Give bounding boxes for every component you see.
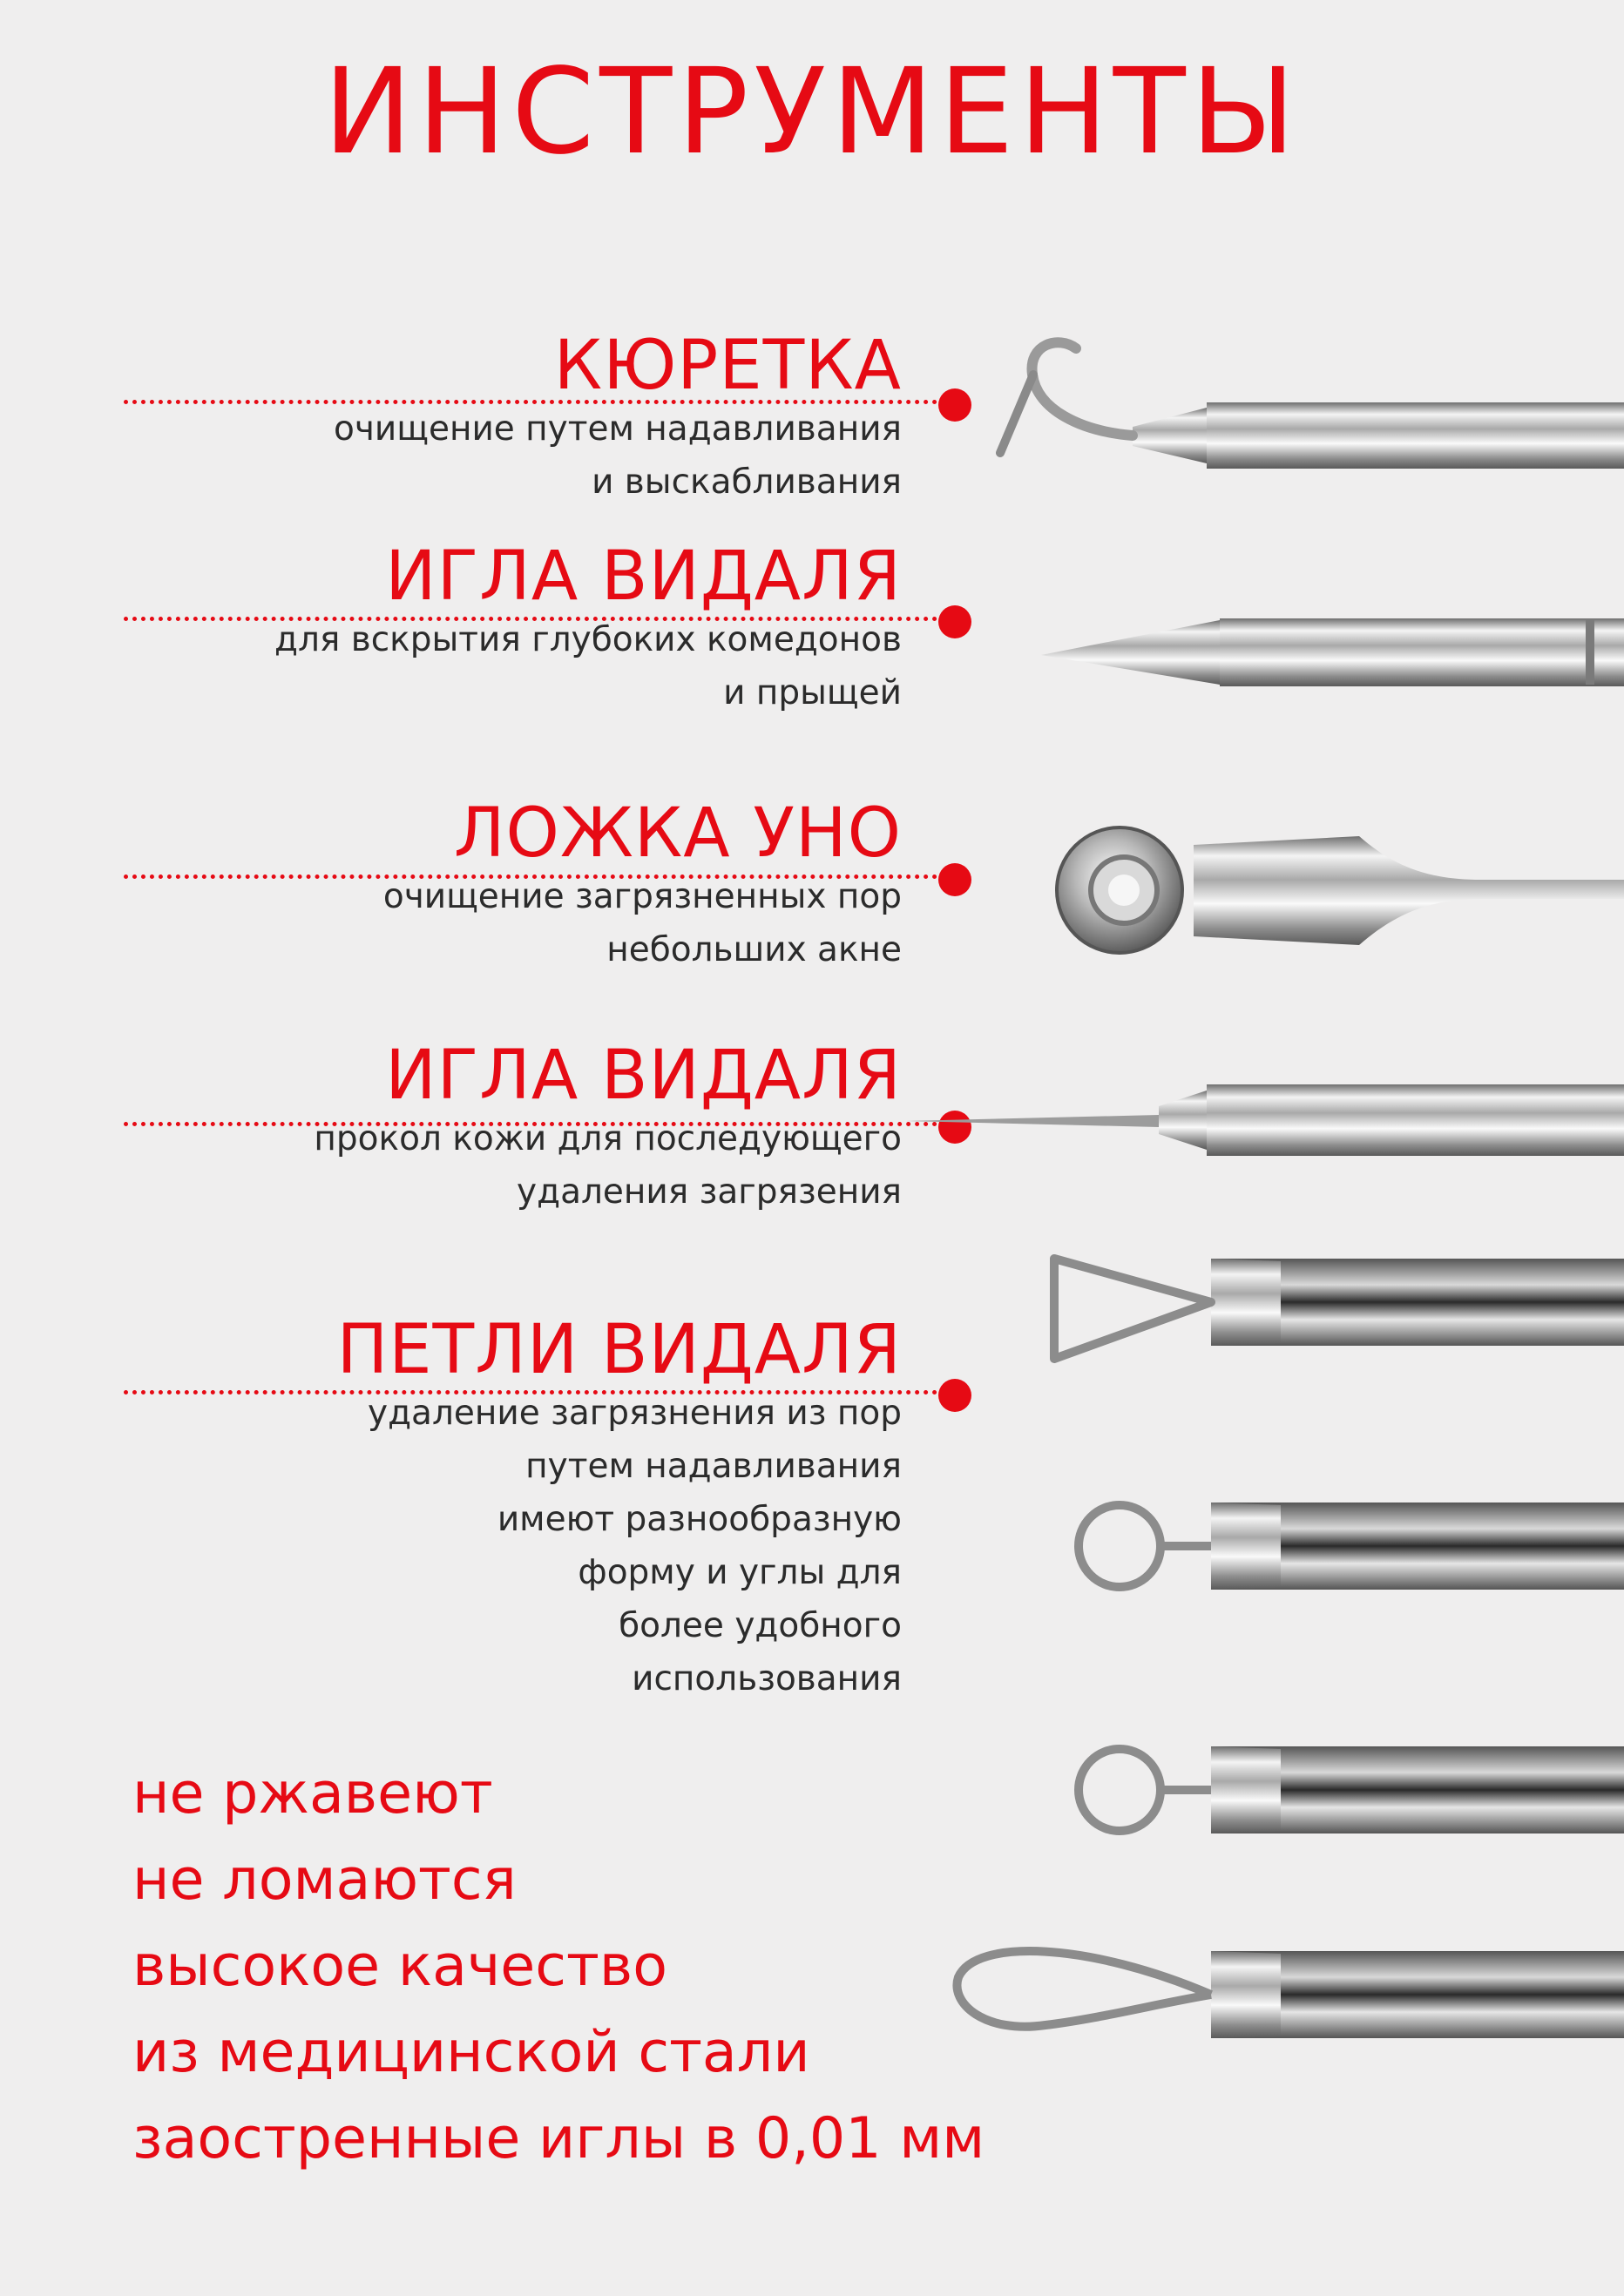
tool-description-line: очищение загрязненных пор (382, 877, 902, 916)
tool-name: КЮРЕТКА (553, 327, 902, 405)
vidal-loop-round-2-icon (1079, 1746, 1624, 1833)
vidal-needle-2-icon (906, 1084, 1624, 1156)
tool-description-line: имеют разнообразную (497, 1500, 902, 1539)
tool-description-line: более удобного (619, 1606, 902, 1645)
uno-spoon-icon (1057, 827, 1624, 953)
tool-description-line: и выскабливания (592, 463, 902, 502)
vidal-needle-icon (1041, 618, 1624, 686)
curette-icon (1000, 342, 1624, 469)
tool-name: ИГЛА ВИДАЛЯ (385, 537, 902, 616)
tool-description-line: использования (632, 1659, 902, 1698)
feature-item: заостренные иглы в 0,01 мм (132, 2106, 985, 2171)
tool-description-line: удаление загрязнения из пор (368, 1394, 902, 1433)
tool-description-line: небольших акне (606, 930, 902, 969)
tool-description-line: удаления загрязения (517, 1172, 902, 1212)
feature-item: не ломаются (132, 1847, 517, 1913)
tool-name: ПЕТЛИ ВИДАЛЯ (336, 1311, 902, 1389)
tool-description-line: путем надавливания (525, 1447, 902, 1486)
vidal-loop-round-icon (1079, 1503, 1624, 1590)
feature-item: из медицинской стали (132, 2020, 810, 2085)
tool-description-line: очищение путем надавливания (333, 409, 902, 449)
tool-name: ИГЛА ВИДАЛЯ (385, 1037, 902, 1115)
vidal-loop-oval-icon (957, 1951, 1624, 2038)
tool-description-line: для вскрытия глубоких комедонов (274, 620, 902, 659)
feature-item: высокое качество (132, 1934, 667, 1999)
feature-item: не ржавеют (132, 1761, 493, 1827)
tool-description-line: прокол кожи для последующего (314, 1119, 902, 1158)
vidal-loop-triangle-icon (1054, 1259, 1624, 1359)
tool-name: ЛОЖКА УНО (453, 794, 902, 873)
tool-description-line: и прыщей (723, 673, 902, 712)
page-title: ИНСТРУМЕНТЫ (323, 44, 1301, 181)
tool-description-line: форму и углы для (578, 1553, 902, 1592)
